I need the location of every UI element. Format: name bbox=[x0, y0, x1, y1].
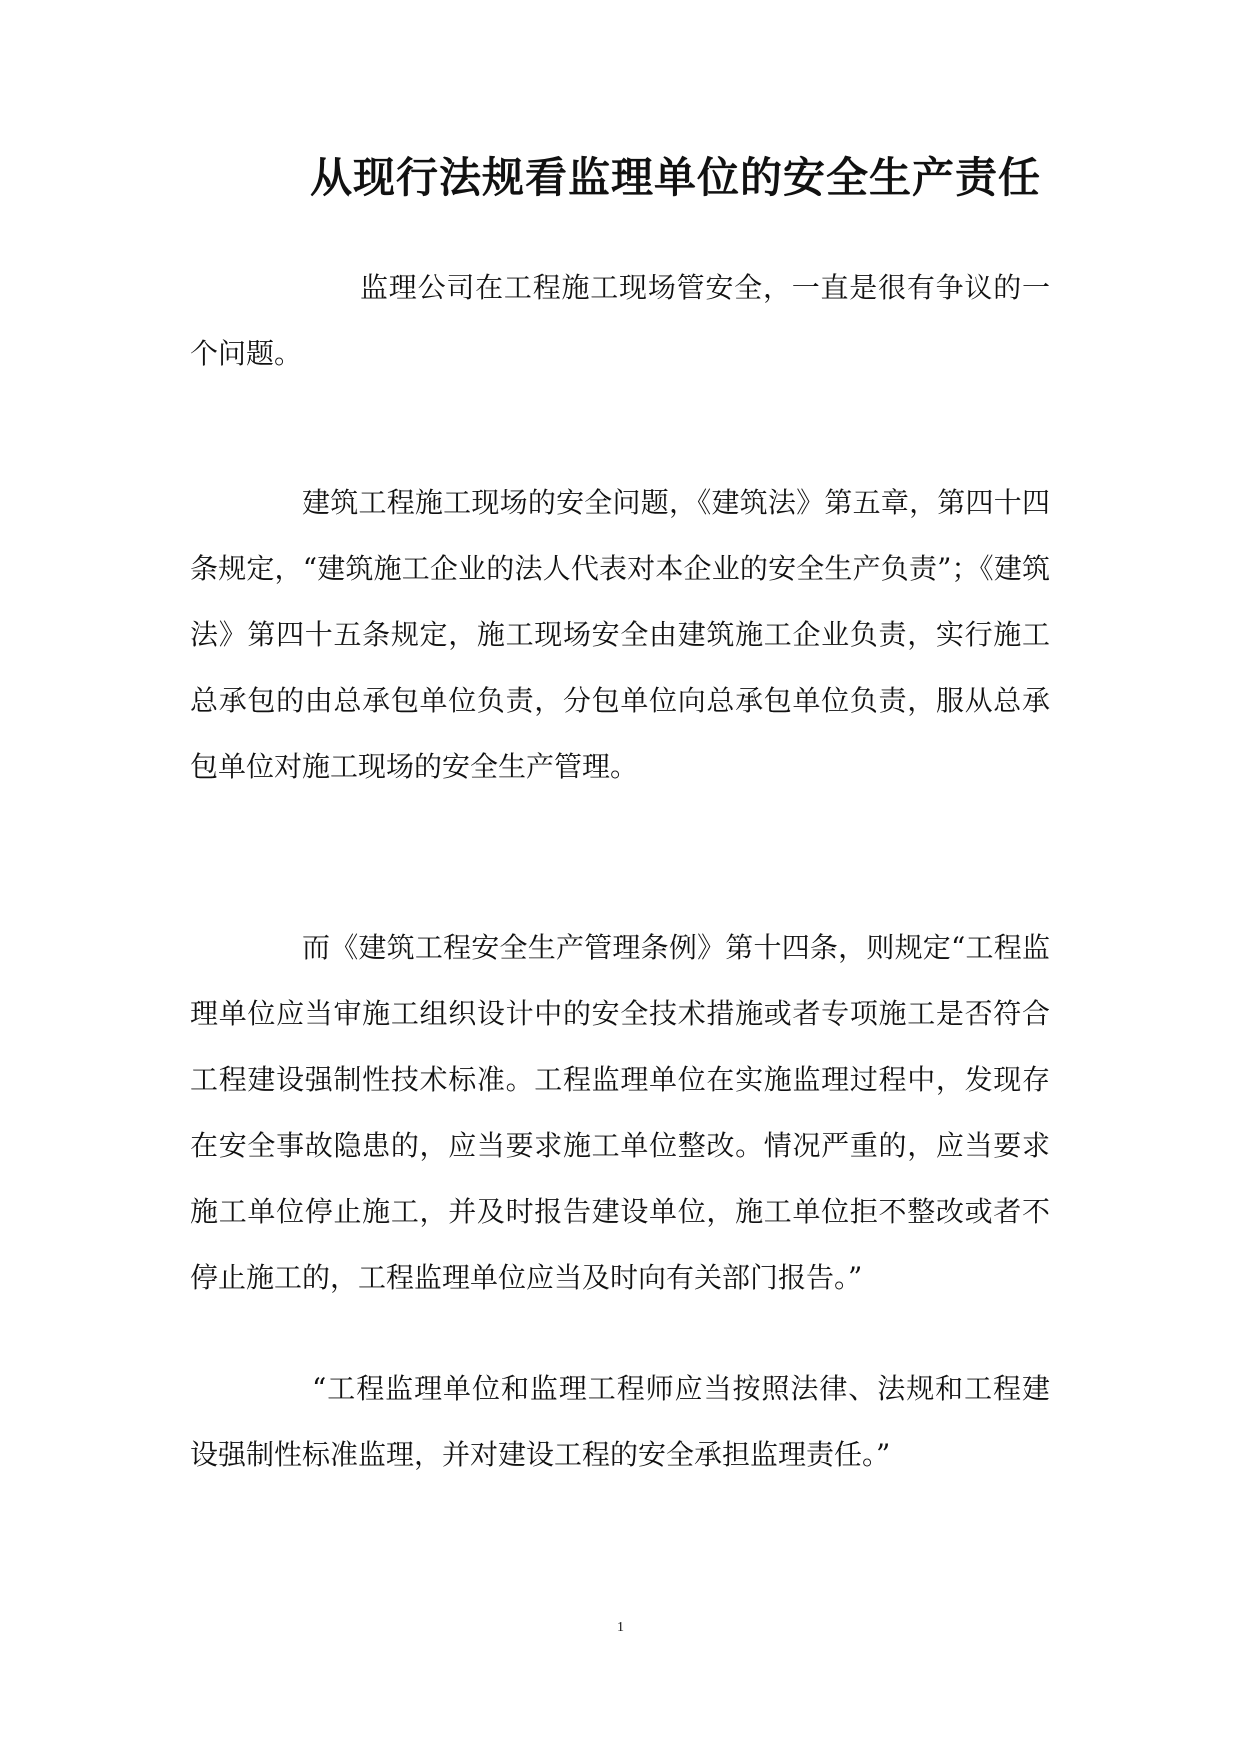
paragraph-supervision-responsibility: “工程监理单位和监理工程师应当按照法律、法规和工程建设强制性标准监理，并对建设工程的安全承担监理责任。” bbox=[190, 1372, 1050, 1471]
page-number: 1 bbox=[617, 1620, 624, 1635]
paragraph-safety-regulation: 而《建筑工程安全生产管理条例》第十四条，则规定“工程监理单位应当审施工组织设计中的安全技术措施或者专项施工是否符合工程建设强制性技术标准。工程监理单位在实施监理过程中，发现存在安全事故隐患的，应当要求施工单位整改。情况严重的，应当要求施工单位停止施工，并及时报告建设单位，施工单位拒不整改或者不停止施工的，工程监理单位应当及时向有关部门报告。” bbox=[190, 931, 1050, 1294]
paragraph-intro: 监理公司在工程施工现场管安全，一直是很有争议的一个问题。 bbox=[190, 271, 1050, 370]
paragraph-building-law: 建筑工程施工现场的安全问题，《建筑法》第五章，第四十四条规定，“建筑施工企业的法人代表对本企业的安全生产负责”；《建筑法》第四十五条规定，施工现场安全由建筑施工企业负责，实行施工总承包的由总承包单位负责，分包单位向总承包单位负责，服从总承包单位对施工现场的安全生产管理。 bbox=[190, 486, 1050, 783]
document-title: 从现行法规看监理单位的安全生产责任 bbox=[309, 153, 1041, 202]
